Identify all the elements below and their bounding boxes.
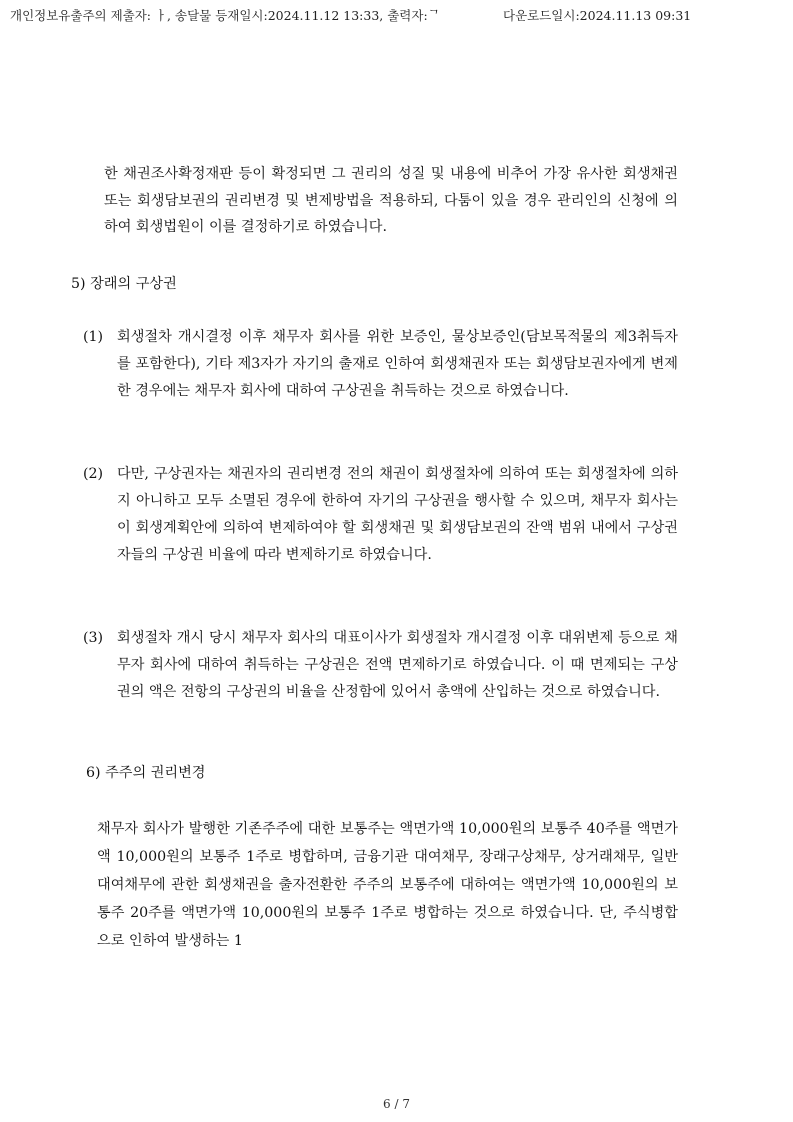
header-submitter-info: 개인정보유출주의 제출자: ㅏ, 송달물 등재일시:2024.11.12 13:33, 출력자:ᄀ <box>10 8 440 23</box>
item-text: 회생절차 개시결정 이후 채무자 회사를 위한 보증인, 물상보증인(담보목적물의 제3취득자를 포함한다), 기타 제3자가 자기의 출재로 인하여 회생채권자 또는 회생담보권자에게 변제한 경우에는 채무자 회사에 대하여 구상권을 취득하는 것으로 하였습니다. <box>117 329 678 399</box>
item-number: (1) <box>83 329 104 345</box>
section-5-item-1 <box>83 324 678 405</box>
header-download-time: 다운로드일시:2024.11.13 09:31 <box>503 8 692 23</box>
page-number: 6 / 7 <box>383 1097 410 1111</box>
section-6-paragraph: 채무자 회사가 발행한 기존주주에 대한 보통주는 액면가액 10,000원의 보통주 40주를 액면가액 10,000원의 보통주 1주로 병합하며, 금융기관 대여채무, 장래구상채무, 상거래채무, 일반대여채무에 관한 회생채권을 출자전환한 주주의 보통주에 대하여는 액면가액 10,000원의 보통주 20주를 액면가액 10,000원의 보통주 1주로 병합하는 것으로 하였습니다. 단, 주식병합으로 인하여 발생하는 1 <box>97 821 678 949</box>
item-number: (3) <box>83 630 104 646</box>
item-text: 다만, 구상권자는 채권자의 권리변경 전의 채권이 회생절차에 의하여 또는 회생절차에 의하지 아니하고 모두 소멸된 경우에 한하여 자기의 구상권을 행사할 수 있으며, 채무자 회사는 이 회생계획안에 의하여 변제하여야 할 회생채권 및 회생담보권의 잔액 범위 내에서 구상권자들의 구상권 비율에 따라 변제하기로 하였습니다. <box>117 466 678 563</box>
section-5-item-2 <box>83 461 678 569</box>
section-6-title: 6) 주주의 권리변경 <box>86 765 206 781</box>
item-text: 회생절차 개시 당시 채무자 회사의 대표이사가 회생절차 개시결정 이후 대위변제 등으로 채무자 회사에 대하여 취득하는 구상권은 전액 면제하기로 하였습니다. 이 때 면제되는 구상권의 액은 전항의 구상권의 비율을 산정함에 있어서 총액에 산입하는 것으로 하였습니다. <box>117 630 678 700</box>
item-number: (2) <box>83 466 104 482</box>
intro-paragraph: 한 채권조사확정재판 등이 확정되면 그 권리의 성질 및 내용에 비추어 가장 유사한 회생채권 또는 회생담보권의 권리변경 및 변제방법을 적용하되, 다툼이 있을 경우 관리인의 신청에 의하여 회생법원이 이를 결정하기로 하였습니다. <box>104 166 678 235</box>
document-header <box>0 6 793 26</box>
section-5-item-3 <box>83 625 678 706</box>
section-5-title: 5) 장래의 구상권 <box>71 276 177 292</box>
